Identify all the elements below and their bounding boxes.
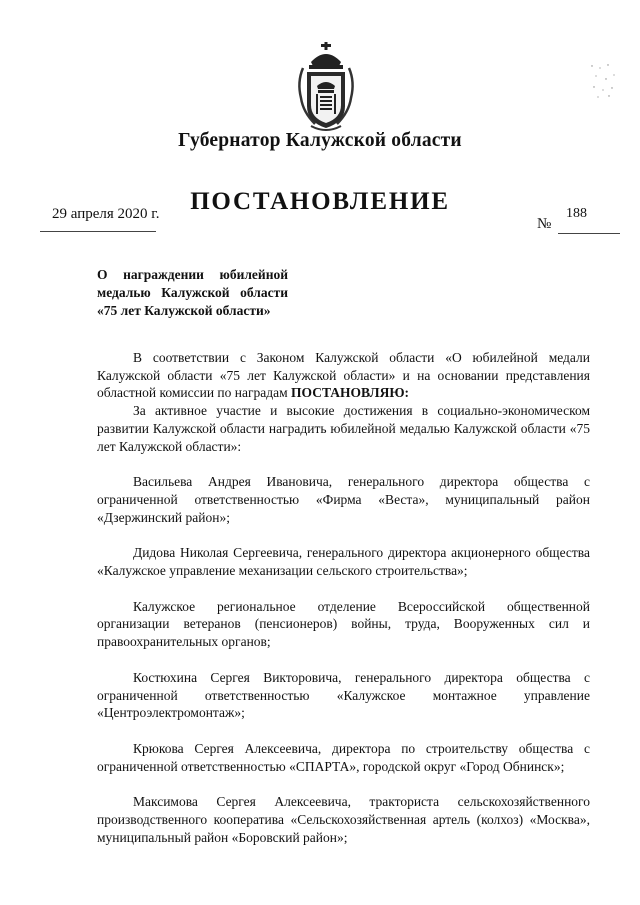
awardee-paragraph: Крюкова Сергея Алексеевича, директора по строительству общества с ограниченной ответственностью «СПАРТА», городской округ «Город Обнинск»; [97,740,590,774]
issuer-title: Губернатор Калужской области [178,130,462,151]
intro-paragraph [97,349,590,402]
kaluga-coat-of-arms-icon [293,42,359,132]
date-underline [40,231,156,232]
awardee-paragraph: Максимова Сергея Алексеевича, тракториста сельскохозяйственного производственного кооператива «Сельскохозяйственная артель (колхоз) «Москва», муниципальный район «Боровский район»; [97,794,590,845]
resolution-word: ПОСТАНОВЛЯЮ: [291,385,410,401]
awardee-paragraph: Костюхина Сергея Викторовича, генерального директора общества с ограниченной ответственностью «Калужское монтажное управление «Центроэлектромонтаж»; [97,669,590,721]
number-sign: № [537,216,552,232]
scan-noise-marks [588,60,618,100]
number-underline [558,233,620,234]
document-title: ПОСТАНОВЛЕНИЕ [190,188,450,215]
intro-text: В соответствии с Законом Калужской области «О юбилейной медали Калужской области «75 лет Калужской области» и на основании представления областной комиссии по наградам [97,350,590,401]
awardee-paragraph: Калужское региональное отделение Всероссийской общественной организации ветеранов (пенсионеров) войны, труда, Вооруженных сил и правоохранительных органов; [97,598,590,650]
awardee-paragraph: Дидова Николая Сергеевича, генерального директора акционерного общества «Калужское управление механизации сельского строительства»; [97,545,590,579]
order-paragraph: За активное участие и высокие достижения в социально-экономическом развитии Калужской области наградить юбилейной медалью Калужской области «75 лет Калужской области»: [97,403,590,454]
decree-date: 29 апреля 2020 г. [52,206,160,222]
decree-subject: О награждении юбилейной медалью Калужской области «75 лет Калужской области» [97,267,288,318]
awardee-paragraph: Васильева Андрея Ивановича, генерального директора общества с ограниченной ответственностью «Фирма «Веста», муниципальный район «Дзержинский район»; [97,474,590,525]
decree-body [97,349,590,846]
decree-number: 188 [566,206,587,221]
